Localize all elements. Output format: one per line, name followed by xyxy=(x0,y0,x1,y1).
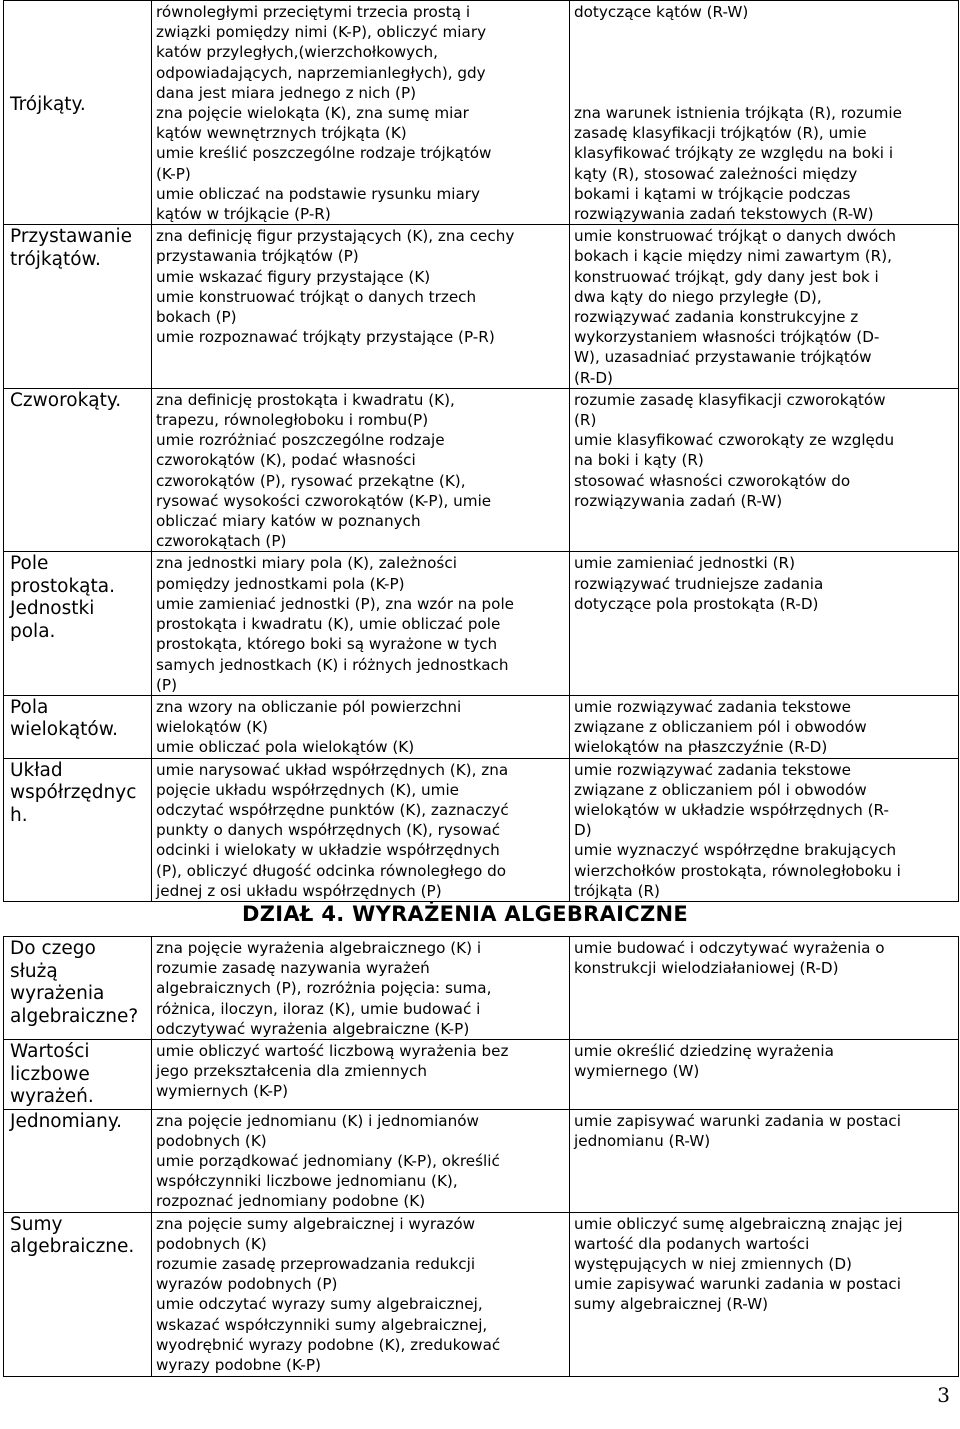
requirement-line: umie klasyfikować czworokąty ze względu na boki i kąty (R) xyxy=(574,431,895,470)
table-row-pola-wielokatow xyxy=(4,695,959,758)
requirement-line: umie zamieniać jednostki (P), zna wzór na pole prostokąta i kwadratu (K), umie obliczać pole prostokąta, którego boki są wyrażone w tych samych jednostkach (K) i różnych jednostkach (P) xyxy=(156,594,515,694)
requirement-line: równoległymi przeciętymi trzecia prostą i związki pomiędzy nimi (K-P), obliczyć miary katów przyległych,(wierzchołkowych, odpowiadających, naprzemianległych), gdy dana jest miara jednego z nich (P) xyxy=(156,3,487,102)
requirement-line: umie porządkować jednomiany (K-P), określić współczynniki liczbowe jednomianu (K), rozpoznać jednomiany podobne (K) xyxy=(156,1151,500,1211)
topic-label: Czworokąty. xyxy=(10,389,122,411)
requirements-table-geometry xyxy=(3,0,959,902)
basic-requirements-cell xyxy=(152,388,570,552)
requirement-line: zna jednostki miary pola (K), zależności pomiędzy jednostkami pola (K-P) xyxy=(156,554,457,593)
requirement-line: umie kreślić poszczególne rodzaje trójkątów (K-P) xyxy=(156,144,492,183)
requirement-line: umie konstruować trójkąt o danych dwóch bokach i kącie między nimi zawartym (R), konstruować trójkąt, gdy dany jest bok i dwa kąty do niego przyległe (D), rozwiązywać zadania konstrukcyjne z wykorzystaniem własności trójkątów (D- W), uzasadniać przystawanie trójkątów (R-D) xyxy=(574,227,896,387)
topic-label: Układ współrzędnyc h. xyxy=(10,759,137,826)
topic-cell xyxy=(4,758,152,901)
requirement-line: umie rozwiązywać zadania tekstowe związane z obliczaniem pól i obwodów wielokątów na płaszczyźnie (R-D) xyxy=(574,697,867,757)
table-row-pole-prostokata xyxy=(4,552,959,695)
topic-cell xyxy=(4,1040,152,1110)
requirement-line: zna pojęcie wyrażenia algebraicznego (K) i rozumie zasadę nazywania wyrażeń algebraicznych (P), rozróżnia pojęcia: suma, różnica, iloczyn, iloraz (K), umie budować i odczytywać wyrażenia algebraiczne (K-P) xyxy=(156,939,492,1038)
requirement-line: umie określić dziedzinę wyrażenia wymiernego (W) xyxy=(574,1042,834,1081)
page-number: 3 xyxy=(937,1383,950,1407)
extended-requirements-cell xyxy=(570,552,959,695)
extended-requirements-cell xyxy=(570,1,959,225)
requirement-line: umie obliczyć wartość liczbową wyrażenia bez jego przekształcenia dla zmiennych wymiernych (K-P) xyxy=(156,1042,509,1101)
requirement-line: umie obliczać na podstawie rysunku miary kątów w trójkącie (P-R) xyxy=(156,184,481,224)
table-row-uklad-wspolrzednych xyxy=(4,758,959,901)
table-row-wyrazenia xyxy=(4,937,959,1040)
section-heading: DZIAŁ 4. WYRAŻENIA ALGEBRAICZNE xyxy=(242,902,689,926)
extended-requirements-cell xyxy=(570,1212,959,1376)
requirement-line: zna definicję prostokąta i kwadratu (K), trapezu, równoległoboku i rombu(P) xyxy=(156,390,455,430)
topic-cell xyxy=(4,388,152,552)
basic-requirements-cell xyxy=(152,937,570,1040)
requirement-line: umie obliczyć sumę algebraiczną znając jej wartość dla podanych wartości występujących w niej zmiennych (D) xyxy=(574,1214,903,1273)
topic-label: Sumy algebraiczne. xyxy=(10,1213,135,1258)
requirement-line: zna wzory na obliczanie pól powierzchni wielokątów (K) xyxy=(156,697,462,737)
table-row-jednomiany xyxy=(4,1109,959,1212)
requirement-line: umie zapisywać warunki zadania w postaci sumy algebraicznej (R-W) xyxy=(574,1275,901,1314)
requirement-line: rozumie zasadę klasyfikacji czworokątów (R) xyxy=(574,390,886,430)
requirement-line: umie narysować układ współrzędnych (K), zna pojęcie układu współrzędnych (K), umie odczytać współrzędne punktów (K), zaznaczyć punkty o danych współrzędnych (K), rysować odcinki i wielokaty w układzie współrzędnych (P), obliczyć długość odcinka równoległego do jednej z osi układu współrzędnych (P) xyxy=(156,760,509,900)
extended-requirements-cell xyxy=(570,225,959,389)
basic-requirements-cell xyxy=(152,552,570,695)
requirement-line: umie rozróżniać poszczególne rodzaje czworokątów (K), podać własności czworokątów (P), rysować przekątne (K), rysować wysokości czworokątów (K-P), umie obliczać miary katów w poznanych czworokątach (P) xyxy=(156,431,492,551)
topic-cell xyxy=(4,552,152,695)
topic-label: Przystawanie trójkątów. xyxy=(10,226,133,270)
requirement-line: zna pojęcie jednomianu (K) i jednomianów podobnych (K) xyxy=(156,1111,479,1150)
requirement-line: rozwiązywać trudniejsze zadania dotyczące pola prostokąta (R-D) xyxy=(574,574,824,613)
requirement-line: umie rozpoznawać trójkąty przystające (P-R) xyxy=(156,328,495,347)
table-row-przystawanie xyxy=(4,225,959,389)
topic-cell xyxy=(4,225,152,389)
basic-requirements-cell xyxy=(152,1109,570,1212)
extended-requirements-cell xyxy=(570,937,959,1040)
topic-label: Pola wielokątów. xyxy=(10,696,119,741)
basic-requirements-cell xyxy=(152,1212,570,1376)
requirement-line: stosować własności czworokątów do rozwiązywania zadań (R-W) xyxy=(574,471,851,510)
requirement-line: umie budować i odczytywać wyrażenia o konstrukcji wielodziałaniowej (R-D) xyxy=(574,939,885,978)
requirement-line: umie zapisywać warunki zadania w postaci jednomianu (R-W) xyxy=(574,1111,901,1150)
topic-cell xyxy=(4,1,152,225)
requirement-line: umie wskazać figury przystające (K) xyxy=(156,267,431,286)
requirement-line: umie obliczać pola wielokątów (K) xyxy=(156,738,415,757)
requirement-line: zna pojęcie wielokąta (K), zna sumę miar kątów wewnętrznych trójkąta (K) xyxy=(156,104,469,143)
topic-cell xyxy=(4,937,152,1040)
topic-cell xyxy=(4,695,152,758)
topic-label: Do czego służą wyrażenia algebraiczne? xyxy=(10,938,139,1027)
topic-cell xyxy=(4,1109,152,1212)
requirement-line: zna definicję figur przystających (K), zna cechy przystawania trójkątów (P) xyxy=(156,227,515,266)
requirement-line: umie odczytać wyrazy sumy algebraicznej, wskazać współczynniki sumy algebraicznej, wyodrębnić wyrazy podobne (K), zredukować wyrazy podobne (K-P) xyxy=(156,1295,501,1374)
table-row-czworokaty xyxy=(4,388,959,552)
table-row-wartosci xyxy=(4,1040,959,1110)
requirement-line: zna warunek istnienia trójkąta (R), rozumie zasadę klasyfikacji trójkątów (R), umie klasyfikować trójkąty ze względu na boki i kąty (R), stosować zależności między bokami i kątami w trójkącie podczas rozwiązywania zadań tekstowych (R-W) xyxy=(574,104,902,224)
topic-label: Trójkąty. xyxy=(10,94,86,115)
table-row-sumy xyxy=(4,1212,959,1376)
requirement-line: umie wyznaczyć współrzędne brakujących wierzchołków prostokąta, równoległoboku i trójkąta (R) xyxy=(574,841,901,900)
topic-cell xyxy=(4,1212,152,1376)
topic-label xyxy=(10,2,147,94)
extended-requirements-cell xyxy=(570,758,959,901)
extended-requirements-cell xyxy=(570,1109,959,1212)
basic-requirements-cell xyxy=(152,1,570,225)
requirement-line: umie zamieniać jednostki (R) xyxy=(574,554,796,573)
requirement-line: zna pojęcie sumy algebraicznej i wyrazów podobnych (K) xyxy=(156,1214,476,1253)
basic-requirements-cell xyxy=(152,1040,570,1110)
requirements-table-algebra xyxy=(3,936,959,1377)
basic-requirements-cell xyxy=(152,695,570,758)
basic-requirements-cell xyxy=(152,758,570,901)
topic-label: Wartości liczbowe wyrażeń. xyxy=(10,1041,94,1108)
topic-label: Pole prostokąta. Jednostki pola. xyxy=(10,553,115,642)
table-row-trojkaty xyxy=(4,1,959,225)
requirement-line: rozumie zasadę przeprowadzania redukcji wyrazów podobnych (P) xyxy=(156,1254,476,1294)
requirement-line: umie konstruować trójkąt o danych trzech bokach (P) xyxy=(156,287,477,327)
extended-requirements-cell xyxy=(570,388,959,552)
basic-requirements-cell xyxy=(152,225,570,389)
topic-label: Jednomiany. xyxy=(10,1110,123,1132)
requirement-line: umie rozwiązywać zadania tekstowe związane z obliczaniem pól i obwodów wielokątów w układzie współrzędnych (R- D) xyxy=(574,760,889,840)
extended-requirements-cell xyxy=(570,695,959,758)
requirement-line: dotyczące kątów (R-W) xyxy=(574,3,749,21)
extended-requirements-cell xyxy=(570,1040,959,1110)
